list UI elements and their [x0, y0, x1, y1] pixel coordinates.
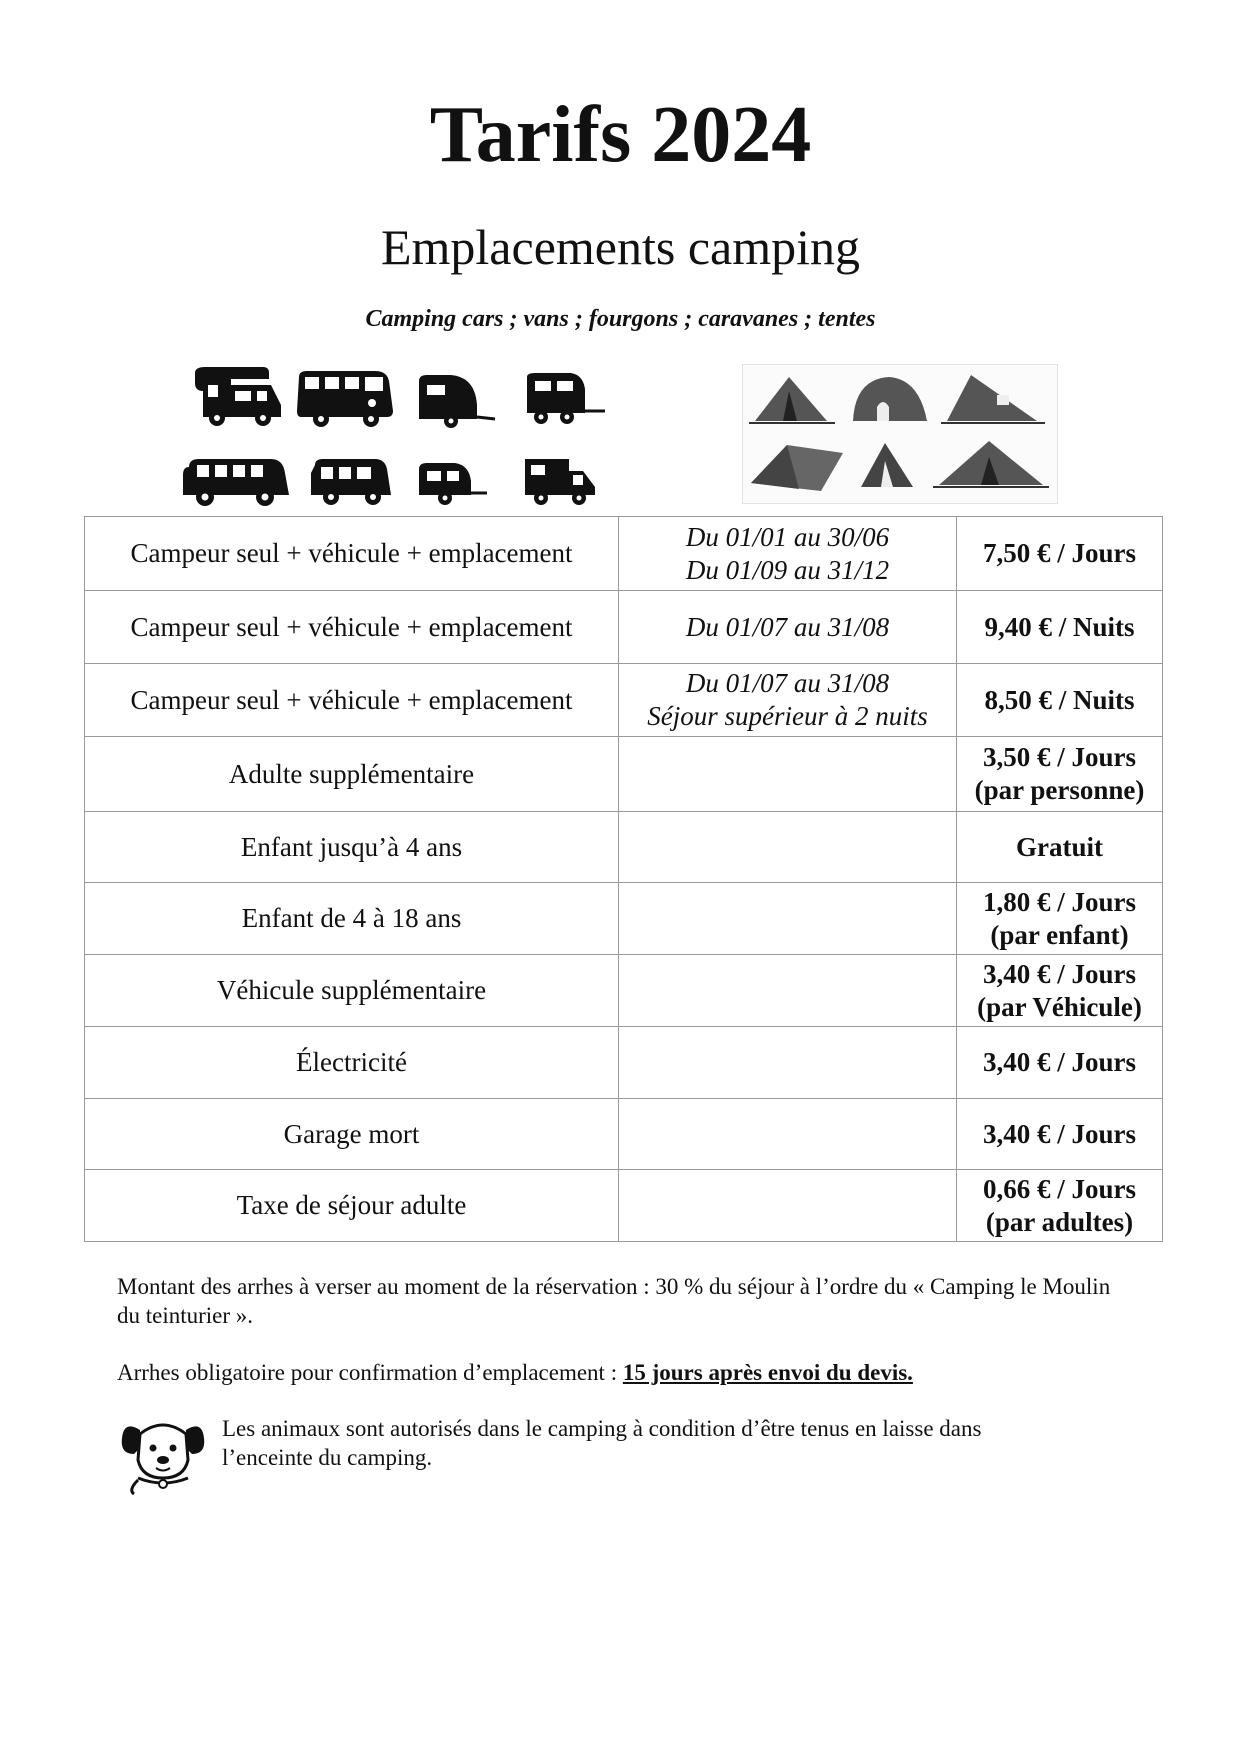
page-title: Tarifs 2024 — [429, 91, 812, 179]
motorhome-icon — [195, 367, 281, 426]
tariff-price: 3,40 € / Jours — [957, 1027, 1163, 1099]
table-row — [85, 1027, 1163, 1099]
tariff-price: 8,50 € / Nuits — [957, 664, 1163, 737]
tariff-label: Enfant jusqu’à 4 ans — [85, 812, 619, 883]
tariff-label: Campeur seul + véhicule + emplacement — [85, 591, 619, 664]
bell-tent-icon — [749, 377, 835, 423]
tariff-period: Du 01/07 au 31/08 — [619, 591, 957, 664]
tariff-period: Du 01/07 au 31/08 Séjour supérieur à 2 nuits — [619, 664, 957, 737]
tariff-period — [619, 812, 957, 883]
tariff-label: Campeur seul + véhicule + emplacement — [85, 517, 619, 591]
tariff-period — [619, 883, 957, 955]
tariff-price: 3,50 € / Jours (par personne) — [957, 737, 1163, 812]
tariff-price: 3,40 € / Jours (par Véhicule) — [957, 955, 1163, 1027]
tariff-label: Taxe de séjour adulte — [85, 1170, 619, 1242]
tariff-period — [619, 1099, 957, 1170]
confirmation-deadline: 15 jours après envoi du devis. — [622, 1360, 913, 1385]
vehicle-types-caption: Camping cars ; vans ; fourgons ; caravanes ; tentes — [365, 306, 876, 332]
tariff-period — [619, 737, 957, 812]
tariff-period — [619, 1027, 957, 1099]
tariff-label: Campeur seul + véhicule + emplacement — [85, 664, 619, 737]
tariff-label: Adulte supplémentaire — [85, 737, 619, 812]
van-icon — [297, 371, 393, 427]
tariff-period — [619, 1170, 957, 1242]
cabin-tent-icon — [941, 375, 1045, 423]
pets-note: Les animaux sont autorisés dans le camping à condition d’être tenus en laisse dans l’enceinte du camping. — [222, 1416, 982, 1470]
table-row — [85, 812, 1163, 883]
table-row — [85, 955, 1163, 1027]
table-row — [85, 591, 1163, 664]
small-caravan-icon — [419, 463, 487, 505]
tariff-price: Gratuit — [957, 812, 1163, 883]
tariff-period: Du 01/01 au 30/06 Du 01/09 au 31/12 — [619, 517, 957, 591]
tariff-label: Véhicule supplémentaire — [85, 955, 619, 1027]
tariff-price: 0,66 € / Jours (par adultes) — [957, 1170, 1163, 1242]
table-row — [85, 517, 1163, 591]
tents-illustration — [742, 364, 1058, 504]
tariff-price: 7,50 € / Jours — [957, 517, 1163, 591]
table-row — [85, 737, 1163, 812]
confirmation-note — [117, 1358, 1137, 1387]
caravan-icon — [527, 373, 605, 424]
camper-truck-icon — [525, 459, 595, 505]
vehicles-illustration — [175, 355, 650, 515]
tariff-label: Électricité — [85, 1027, 619, 1099]
deposit-note: Montant des arrhes à verser au moment de la réservation : 30 % du séjour à l’ordre du « Camping le Moulin du teinturier ». — [117, 1274, 1111, 1328]
a-frame-tent-icon — [861, 443, 913, 487]
dog-icon — [118, 1410, 208, 1495]
confirmation-prefix: Arrhes obligatoire pour confirmation d’emplacement : — [117, 1360, 623, 1385]
minibus-icon — [183, 459, 289, 506]
tariff-period — [619, 955, 957, 1027]
table-row — [85, 1170, 1163, 1242]
tariff-table — [84, 516, 1163, 1242]
table-row — [85, 664, 1163, 737]
campervan-icon — [311, 459, 391, 505]
tariff-label: Enfant de 4 à 18 ans — [85, 883, 619, 955]
tariff-price: 9,40 € / Nuits — [957, 591, 1163, 664]
tariff-price: 1,80 € / Jours (par enfant) — [957, 883, 1163, 955]
page-subtitle: Emplacements camping — [380, 219, 860, 275]
tariff-price: 3,40 € / Jours — [957, 1099, 1163, 1170]
dome-tent-icon — [853, 377, 927, 421]
ridge-tent-icon — [751, 445, 843, 491]
teepee-tent-icon — [933, 441, 1049, 487]
table-row — [85, 883, 1163, 955]
teardrop-caravan-icon — [419, 375, 495, 428]
table-row — [85, 1099, 1163, 1170]
tariff-label: Garage mort — [85, 1099, 619, 1170]
